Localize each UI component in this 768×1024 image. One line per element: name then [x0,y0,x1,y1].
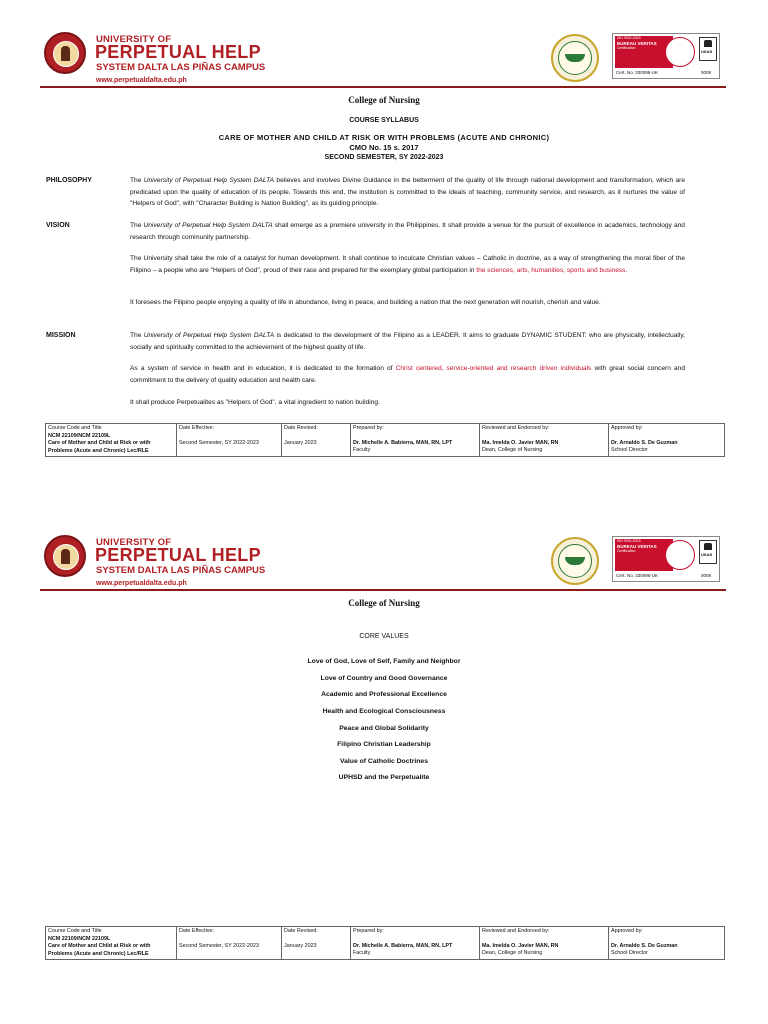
reviewed-label: Reviewed and Endorsed by: [482,928,550,934]
brand-name: PERPETUAL HELP [95,42,261,62]
course-label: Course Code and Title [48,928,102,934]
core-value-item: Love of God, Love of Self, Family and Neighbor [307,658,461,665]
campus-name: SYSTEM DALTA LAS PIÑAS CAMPUS [96,62,266,73]
ukas-text-2: UKAS [701,552,713,557]
prepared-name: Dr. Michelle A. Babierra, MAN, RN, LPT [353,439,453,446]
effective-cell [177,424,282,457]
core-values-label: CORE VALUES [359,633,409,640]
cert-certification-2: Certification [617,549,636,553]
mission-paragraph-3: It shall produce Perpetualites as "Helpers of God", a vital ingredient to nation building. [130,399,380,406]
mission-label: MISSION [46,332,76,339]
core-value-item: Peace and Global Solidarity [339,725,429,732]
reviewed-label: Reviewed and Endorsed by: [482,425,550,431]
philosophy-university: University of Perpetual Help System DALTA [143,177,275,184]
prepared-label: Prepared by: [353,425,384,431]
effective-cell [177,927,282,960]
nursing-college-seal [551,34,599,82]
website-link-2[interactable]: www.perpetualdalta.edu.ph [96,580,187,587]
website-link[interactable]: www.perpetualdalta.edu.ph [96,77,187,84]
core-value-item: UPHSD and the Perpetualite [338,774,430,781]
bureau-veritas-circle [665,37,695,67]
vision-p2-highlight: the sciences, arts, humanities, sports and business [476,266,626,274]
approved-role: School Director [611,447,648,454]
mission-body: is dedicated to the development of the Filipino as a LEADER. It aims to graduate DYNAMIC STUDENT: who are physically, intellectually, socially and spiritually committed to the achievement of the highest quality of life. [130,332,685,351]
university-seal-logo-2 [44,535,86,577]
core-value-item: Love of Country and Good Governance [320,675,448,682]
cert-code: 0008 [701,70,712,75]
college-title-2: College of Nursing [348,598,420,608]
effective-value: Second Semester, SY 2022-2023 [179,439,259,446]
core-value-item: Value of Catholic Doctrines [339,758,428,765]
vision-p2-end: . [625,266,628,274]
revised-cell [282,424,351,457]
reviewed-name: Ma. Imelda O. Javier MAN, RN [482,942,559,949]
course-label: Course Code and Title [48,425,102,431]
vision-body: shall emerge as a premiere university in the Philippines. It shall provide a venue for the pursuit of excellence in academics, technology and research through community partnership. [130,222,685,241]
revised-cell [282,927,351,960]
university-line: UNIVERSITY OF [96,34,172,45]
core-value-item: Filipino Christian Leadership [337,741,431,748]
university-seal-logo [44,32,86,74]
cert-bv-2: BUREAU VERITAS [617,544,657,549]
prepared-label: Prepared by: [353,928,384,934]
cert-certification: Certification [617,46,636,50]
revised-label: Date Revised: [284,928,318,934]
college-title: College of Nursing [348,95,420,105]
approved-name: Dr. Arnaldo S. De Guzman [611,942,678,949]
reviewed-name: Ma. Imelda O. Javier MAN, RN [482,439,559,446]
vision-text [130,220,685,243]
philosophy-pre: The [130,177,144,184]
approved-cell [609,424,725,457]
effective-label: Date Effective: [179,425,214,431]
header-divider [40,86,726,88]
prepared-cell [351,424,480,457]
vision-pre: The [130,222,144,229]
effective-label: Date Effective: [179,928,214,934]
mission-paragraph-2 [130,363,685,386]
header-divider-2 [40,589,726,591]
mission-text [130,330,685,353]
approved-role: School Director [611,950,648,957]
reviewed-cell [480,424,609,457]
core-value-item: Health and Ecological Consciousness [322,708,446,715]
approved-cell [609,927,725,960]
campus-name-2: SYSTEM DALTA LAS PIÑAS CAMPUS [96,565,266,576]
cert-iso: ISO 9001:2015 [617,36,641,40]
approval-footer-table [45,423,725,457]
effective-value: Second Semester, SY 2022-2023 [179,942,259,949]
prepared-role: Faculty [353,950,371,957]
vision-label: VISION [46,222,70,229]
approved-name: Dr. Arnaldo S. De Guzman [611,439,678,446]
semester: SECOND SEMESTER, SY 2022-2023 [324,154,444,161]
philosophy-body: believes and involves Divine Guidance in the betterment of the quality of life through national development and transformation, which are predicated upon the quality of education of its people. Towards this end, the institution is committed to the ideals of teaching, community service, and research, as it nurtures the value of "Helpers of God", with "Character Building is Nation Building", as its guiding principle. [130,177,685,207]
cert-code-2: 0008 [701,573,712,578]
brand-name-2: PERPETUAL HELP [95,545,261,565]
core-value-item: Academic and Professional Excellence [321,691,447,698]
reviewed-role: Dean, College of Nursing [482,447,543,454]
nursing-college-seal-2 [551,537,599,585]
approved-label: Approved by: [611,928,643,934]
philosophy-label: PHILOSOPHY [46,177,92,184]
bureau-veritas-circle-2 [665,540,695,570]
syllabus-label: COURSE SYLLABUS [349,117,419,124]
ukas-logo-2 [699,540,717,564]
revised-value: January 2023 [284,439,317,446]
cert-bv: BUREAU VERITAS [617,41,657,46]
iso-certification-badge [612,33,720,79]
mission-p2-b: with great social concern and commitment to the delivery of quality education and health care. [130,365,686,384]
course-cell [46,424,177,457]
university-line-2: UNIVERSITY OF [96,537,172,548]
cmo-number: CMO No. 15 s. 2017 [349,143,419,152]
iso-certification-badge-2 [612,536,720,582]
course-cell [46,927,177,960]
ukas-text: UKAS [701,49,713,54]
mission-university: University of Perpetual Help System DALTA [143,332,275,339]
vision-p2-a: The University shall take the role of a catalyst for human development. It shall continue to inculcate Christian values – Catholic in doctrine, as a way of strengthening the moral fiber of the Filipino – a people who are "Helpers of God", proud of their race and prepared for the exemplary global participation in [130,255,685,274]
vision-paragraph-2 [130,253,685,276]
reviewed-cell [480,927,609,960]
vision-paragraph-3: It foresees the Filipino people enjoying a quality of life in abundance, living in peace, and building a nation that the next generation will nourish, cherish and value. [130,299,601,306]
course-title: CARE OF MOTHER AND CHILD AT RISK OR WITH PROBLEMS (ACUTE AND CHRONIC) [218,133,550,142]
cert-number: Cert. No. 330096-UK [616,70,659,75]
revised-value: January 2023 [284,942,317,949]
cert-iso-2: ISO 9001:2015 [617,539,641,543]
reviewed-role: Dean, College of Nursing [482,950,543,957]
approved-label: Approved by: [611,425,643,431]
prepared-cell [351,927,480,960]
course-code: NCM 22109/NCM 22109L [48,432,111,439]
prepared-name: Dr. Michelle A. Babierra, MAN, RN, LPT [353,942,453,949]
mission-p2-a: As a system of service in health and in education, it is dedicated to the formation of [130,365,396,372]
course-name: Care of Mother and Child at Risk or with Problems (Acute and Chronic) Lec/RLE [48,943,151,957]
ukas-logo [699,37,717,61]
approval-footer-table-2 [45,926,725,960]
vision-university: University of Perpetual Help System DALTA [143,222,273,229]
mission-pre: The [130,332,144,339]
mission-p2-highlight: Christ centered, service-oriented and research driven individuals [395,365,592,372]
prepared-role: Faculty [353,447,371,454]
course-code: NCM 22109/NCM 22109L [48,935,111,942]
course-name: Care of Mother and Child at Risk or with Problems (Acute and Chronic) Lec/RLE [48,440,151,454]
revised-label: Date Revised: [284,425,318,431]
philosophy-text [130,175,685,210]
cert-number-2: Cert. No. 330096-UK [616,573,659,578]
